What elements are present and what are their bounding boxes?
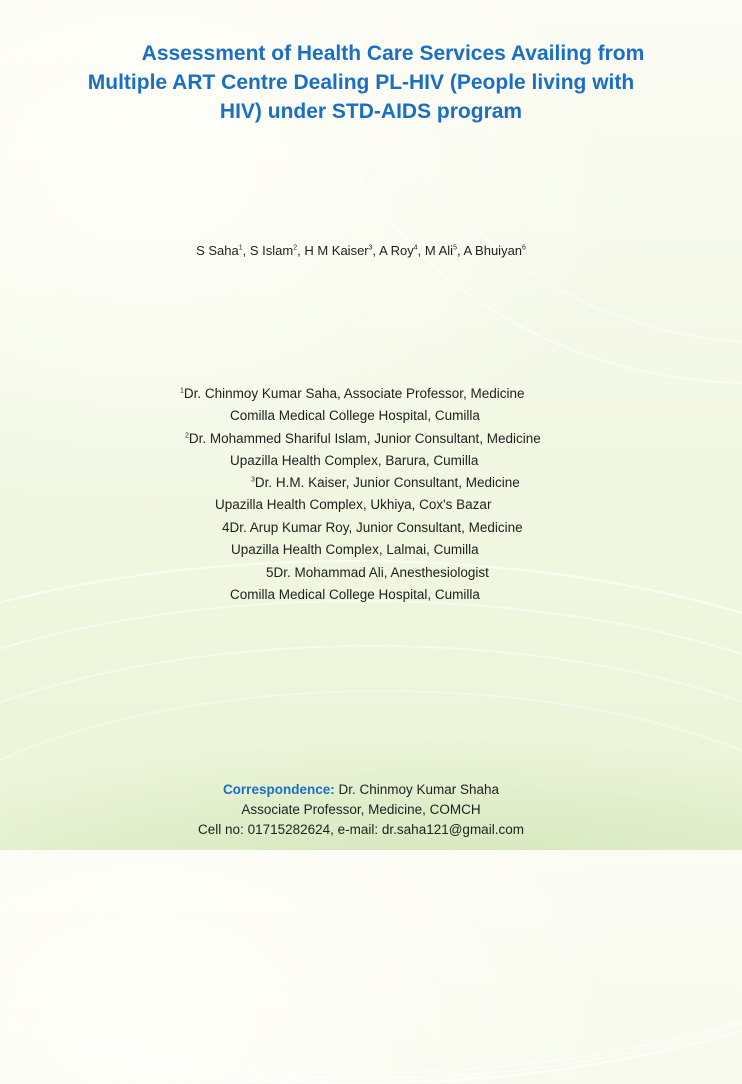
affiliation-2-name — [185, 430, 541, 448]
author-sup: 2 — [293, 244, 298, 252]
author-sup: 3 — [368, 244, 373, 252]
author-name: A Roy — [379, 243, 414, 258]
affiliation-sup: 3 — [251, 476, 255, 484]
author-name: A Bhuiyan — [463, 243, 523, 258]
affiliation-4-name: 4Dr. Arup Kumar Roy, Junior Consultant, Medicine — [222, 520, 523, 535]
affiliation-3-name — [251, 474, 520, 492]
author-name: S Islam — [249, 243, 294, 258]
paper-title-line-1: Assessment of Health Care Services Availing from — [141, 42, 645, 65]
affiliation-4-place: Upazilla Health Complex, Lalmai, Cumilla — [231, 542, 479, 557]
correspondence-contact: Cell no: 01715282624, e-mail: dr.saha121@gmail.com — [198, 822, 524, 837]
background-wave — [0, 600, 742, 1074]
author-sup: 5 — [453, 244, 457, 252]
author-name: S Saha — [196, 243, 239, 258]
paper-title-line-2: Multiple ART Centre Dealing PL-HIV (People living with — [87, 71, 635, 94]
affiliation-5-place: Comilla Medical College Hospital, Cumilla — [230, 587, 480, 602]
affiliation-5-name: 5Dr. Mohammad Ali, Anesthesiologist — [266, 565, 489, 580]
background-wave — [0, 645, 742, 1079]
author-sup: 6 — [522, 244, 526, 252]
affiliation-sup: 1 — [180, 387, 184, 395]
affiliation-sup: 2 — [185, 432, 189, 440]
author-name: M Ali — [424, 243, 454, 258]
author-sup: 1 — [238, 244, 243, 252]
background-wave — [0, 690, 742, 1084]
affiliation-name: Dr. Mohammed Shariful Islam, Junior Consultant, Medicine — [188, 431, 541, 446]
paper-title-line-3: HIV) under STD-AIDS program — [219, 100, 523, 123]
correspondence-line — [0, 782, 722, 797]
affiliation-1-place: Comilla Medical College Hospital, Cumilla — [230, 408, 480, 423]
affiliation-name: Dr. Chinmoy Kumar Saha, Associate Professor, Medicine — [183, 386, 525, 401]
correspondence-name: Dr. Chinmoy Kumar Shaha — [334, 782, 500, 797]
affiliation-1-name — [180, 385, 525, 403]
author-sup: 4 — [413, 244, 418, 252]
affiliation-2-place: Upazilla Health Complex, Barura, Cumilla — [230, 453, 479, 468]
affiliation-3-place: Upazilla Health Complex, Ukhiya, Cox's Bazar — [215, 497, 492, 512]
correspondence-position: Associate Professor, Medicine, COMCH — [241, 802, 481, 817]
author-list: S Saha$^1$, S Islam$^2$, H M Kaiser$^3$, A Roy$^4$, M Ali$^5$, A Bhuiyan$^6$ — [196, 243, 526, 258]
affiliation-name: Dr. H.M. Kaiser, Junior Consultant, Medicine — [254, 475, 520, 490]
correspondence-label: Correspondence: — [222, 782, 335, 797]
author-name: H M Kaiser — [304, 243, 369, 258]
